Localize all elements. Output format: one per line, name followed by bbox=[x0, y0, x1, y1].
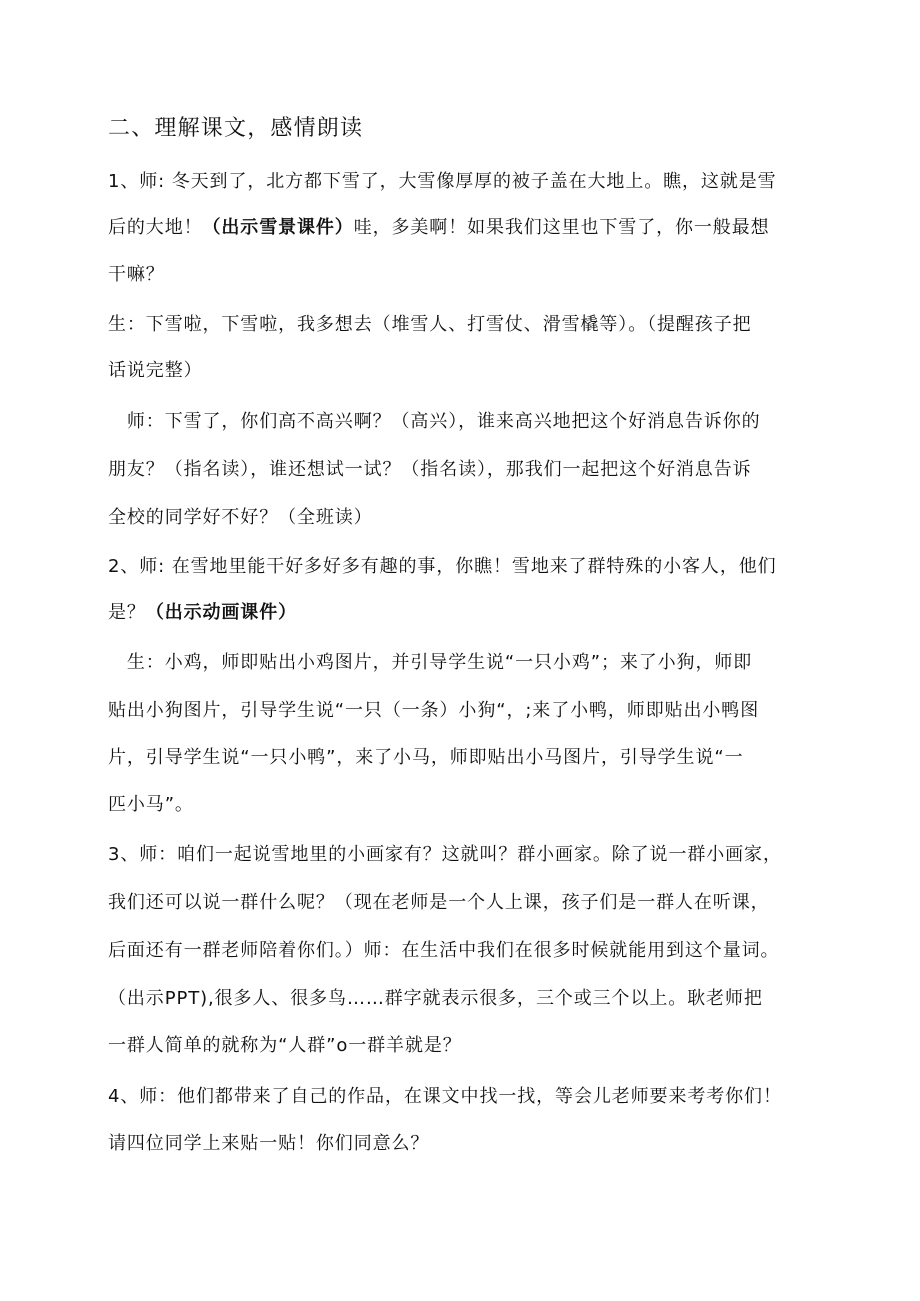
section-heading: 二、理解课文，感情朗读 bbox=[108, 116, 364, 141]
bold-annotation: （出示雪景课件） bbox=[202, 217, 354, 238]
paragraph-1-line-3: 干嘛？ bbox=[108, 264, 165, 285]
paragraph-7-line-1: 4、师：他们都带来了自己的作品，在课文中找一找，等会儿老师要来考考你们！ bbox=[108, 1086, 782, 1107]
text-span: 后的大地！ bbox=[108, 217, 203, 238]
bold-annotation: （出示动画课件） bbox=[145, 602, 298, 623]
paragraph-1-line-2 bbox=[108, 216, 770, 240]
text-span: 哇，多美啊！如果我们这里也下雪了，你一般最想 bbox=[353, 217, 770, 238]
paragraph-7-line-2: 请四位同学上来贴一贴！你们同意么？ bbox=[108, 1133, 430, 1154]
paragraph-6-line-2: 我们还可以说一群什么呢？（现在老师是一个人上课，孩子们是一群人在听课， bbox=[108, 892, 770, 913]
paragraph-2-line-2: 话说完整） bbox=[108, 360, 203, 381]
paragraph-6-line-5: 一群人简单的就称为“人群”o一群羊就是？ bbox=[108, 1035, 462, 1056]
paragraph-4-line-2 bbox=[108, 601, 297, 625]
paragraph-3-line-3: 全校的同学好不好？（全班读） bbox=[108, 507, 373, 528]
paragraph-3-line-2: 朋友？（指名读），谁还想试一试？（指名读），那我们一起把这个好消息告诉 bbox=[108, 459, 752, 480]
paragraph-5-line-1: 生：小鸡，师即贴出小鸡图片，并引导学生说“一只小鸡”；来了小狗，师即 bbox=[108, 652, 753, 673]
paragraph-2-line-1: 生：下雪啦，下雪啦，我多想去（堆雪人、打雪仗、滑雪橇等）。（提醒孩子把 bbox=[108, 314, 752, 335]
paragraph-1-line-1: 1、师: 冬天到了，北方都下雪了，大雪像厚厚的被子盖在大地上。瞧，这就是雪 bbox=[108, 171, 777, 192]
paragraph-5-line-4: 匹小马”。 bbox=[108, 794, 194, 815]
paragraph-5-line-2: 贴出小狗图片，引导学生说“一只（一条）小狗“，;来了小鸭，师即贴出小鸭图 bbox=[108, 700, 760, 721]
paragraph-6-line-1: 3、师：咱们一起说雪地里的小画家有？这就叫？群小画家。除了说一群小画家， bbox=[108, 844, 782, 865]
paragraph-3-line-1: 师：下雪了，你们高不高兴啊？（高兴），谁来高兴地把这个好消息告诉你的 bbox=[108, 411, 761, 432]
paragraph-6-line-3: 后面还有一群老师陪着你们。）师：在生活中我们在很多时候就能用到这个量词。 bbox=[108, 940, 780, 961]
text-span: 是？ bbox=[108, 602, 146, 623]
paragraph-6-line-4: （出示PPT),很多人、很多鸟……群字就表示很多，三个或三个以上。耿老师把 bbox=[108, 988, 763, 1009]
paragraph-4-line-1: 2、师: 在雪地里能干好多好多有趣的事，你瞧！雪地来了群特殊的小客人，他们 bbox=[108, 556, 777, 577]
paragraph-5-line-3: 片，引导学生说“一只小鸭”，来了小马，师即贴出小马图片，引导学生说“一 bbox=[108, 747, 744, 768]
